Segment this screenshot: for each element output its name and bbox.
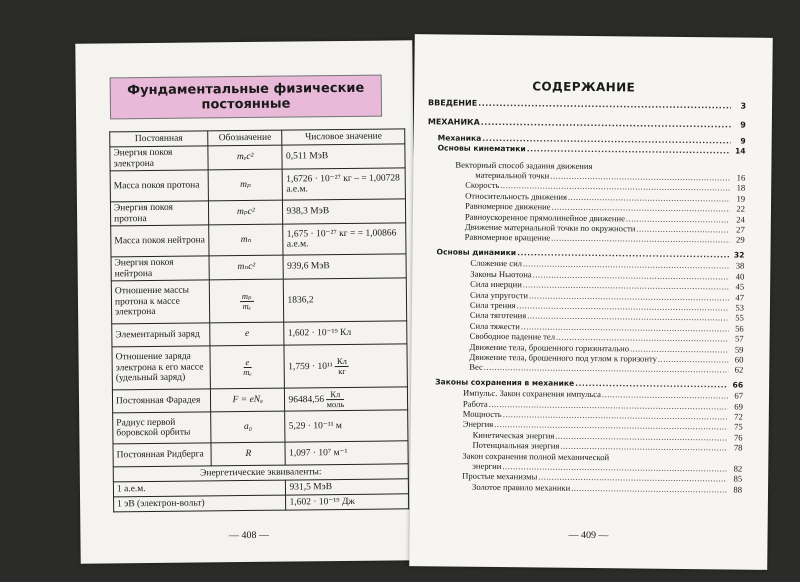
constant-value: 938,3 МэВ (283, 199, 406, 224)
constant-symbol: e (210, 322, 285, 346)
toc-entry-label: Мощность (462, 408, 502, 420)
toc-entry-label: Вес (469, 362, 483, 373)
toc-entry-label: Закон сохранения полной механической (462, 450, 610, 462)
toc-entry-label: Сложение сил (470, 258, 523, 269)
toc-entry-page: 47 (735, 292, 745, 303)
toc-entry (424, 481, 742, 495)
constant-value: 1,675 · 10⁻²⁷ кг = = 1,00866 а.е.м. (283, 223, 406, 255)
toc-entry-label: Кинетическая энергия (472, 429, 555, 441)
toc-entry-label: Движение тела, брошенного под углом к горизонту (469, 351, 657, 364)
toc-entry-page: 45 (735, 281, 745, 292)
constant-symbol: a₀ (211, 411, 286, 443)
fraction-numerator: mₚ (240, 291, 254, 301)
equivalent-name: 1 а.е.м. (113, 480, 286, 497)
symbol-fraction (243, 357, 252, 376)
constant-name: Энергия покоя нейтрона (111, 256, 209, 281)
toc-entry-page: 22 (736, 203, 746, 214)
toc-entry-page: 40 (735, 271, 745, 282)
toc-entry-label: Относительность движения (465, 190, 567, 202)
toc-entry-label: Равноускоренное прямолинейное движение (464, 211, 625, 224)
toc-entry-page: 66 (732, 380, 744, 390)
table-row (114, 494, 409, 512)
right-page (409, 34, 773, 570)
toc-entry-page: 72 (734, 411, 743, 422)
toc-entry-page: 24 (736, 214, 745, 225)
toc-entry-page: 57 (734, 333, 744, 344)
table-of-contents (424, 98, 746, 495)
toc-entry-label: Движение материальной точки по окружности (464, 221, 636, 234)
table-row (110, 144, 405, 171)
constant-name: Энергия покоя электрона (110, 146, 208, 171)
toc-entry-label: Законы Ньютона (470, 268, 532, 280)
toc-entry-label: Векторный способ задания движения (455, 159, 593, 171)
constant-symbol (209, 279, 284, 323)
value-number: 96484,56 (288, 394, 325, 405)
equivalent-name: 1 эВ (электрон-вольт) (114, 495, 287, 512)
toc-entry-label: Работа (462, 398, 488, 409)
toc-leader-dots (571, 483, 727, 495)
toc-entry-label: Золотое правило механики (472, 481, 571, 493)
left-page (75, 40, 417, 564)
constant-value: 1836,2 (284, 278, 407, 322)
unit-fraction (335, 356, 349, 375)
unit-fraction (326, 389, 344, 408)
constant-name: Энергия покоя протона (110, 201, 208, 226)
toc-entry-label: Сила упругости (470, 289, 529, 300)
toc-entry-page: 32 (733, 250, 745, 260)
toc-entry-label: Механика (437, 133, 482, 143)
toc-entry-page: 69 (734, 401, 743, 412)
constant-symbol: mₑc² (208, 145, 283, 170)
page-number: — 408 — (228, 529, 270, 542)
toc-entry-page: 3 (740, 101, 747, 111)
toc-title: СОДЕРЖАНИЕ (532, 79, 636, 95)
toc-entry-label: Основы динамики (436, 247, 517, 258)
toc-leader-dots (551, 233, 730, 245)
constant-value: 1,097 · 10⁷ м⁻¹ (285, 441, 408, 465)
toc-entry-page: 14 (734, 146, 746, 156)
constant-name: Масса покоя нейтрона (111, 225, 209, 257)
toc-entry-label: Сила трения (469, 299, 516, 311)
toc-entry-label: ВВЕДЕНИЕ (428, 98, 478, 108)
constants-table (109, 128, 409, 512)
toc-entry-page: 59 (734, 344, 744, 355)
page-number: — 409 — (568, 529, 609, 542)
toc-entry-label: Скорость (465, 180, 500, 191)
fraction-denominator: mₑ (242, 300, 251, 311)
constant-symbol: mₚ (208, 169, 283, 201)
toc-entry-label: энергии (472, 460, 502, 472)
column-header: Обозначение (208, 130, 283, 146)
toc-entry-page: 53 (735, 302, 745, 313)
toc-entry-page: 18 (736, 182, 746, 194)
value-number: 1,759 · 10¹¹ (288, 361, 333, 372)
page-title: Фундаментальные физические постоянные (110, 75, 382, 120)
toc-entry-page: 9 (740, 120, 746, 131)
toc-entry-label: Потенциальная энергия (472, 439, 560, 451)
unit-denominator: кг (338, 365, 346, 376)
table-row (112, 387, 407, 413)
toc-entry-page: 62 (734, 364, 744, 375)
toc-entry-label: Равномерное вращение (464, 232, 551, 244)
constant-symbol: mₚc² (208, 200, 283, 225)
toc-leader-dots (658, 354, 729, 365)
constant-value (284, 344, 407, 388)
table-row (112, 321, 407, 347)
table-row (112, 344, 407, 390)
toc-entry-label: Свободное падение тел (469, 330, 556, 342)
toc-entry-page: 76 (733, 432, 743, 443)
toc-entry-label: Энергия (462, 419, 494, 430)
constant-name: Постоянная Ридберга (113, 443, 211, 467)
toc-entry-label: Сила тяготения (469, 310, 527, 321)
constant-value: 5,29 · 10⁻¹¹ м (285, 410, 408, 442)
constant-symbol: F = eNₐ (210, 388, 285, 412)
constant-value: 1,602 · 10⁻¹⁹ Кл (284, 321, 407, 345)
toc-entry-label: материальной точки (475, 169, 550, 181)
unit-numerator: Кл (335, 356, 349, 366)
toc-entry-page: 78 (733, 442, 743, 453)
toc-entry-page: 29 (736, 234, 745, 246)
constant-name: Элементарный заряд (112, 323, 210, 347)
constant-symbol: R (211, 442, 286, 466)
fraction-numerator: e (243, 357, 251, 367)
toc-entry-page: 75 (734, 421, 743, 432)
equivalent-value: 1,602 · 10⁻¹⁹ Дж (286, 494, 409, 510)
toc-entry-page: 19 (736, 193, 746, 204)
table-row (113, 441, 408, 467)
table-row (113, 410, 408, 444)
unit-numerator: Кл (326, 389, 344, 399)
constant-name: Отношение массы протона к массе электрона (111, 280, 209, 324)
toc-entry-page: 27 (736, 224, 745, 235)
constant-name: Постоянная Фарадея (112, 389, 210, 413)
toc-entry-label: Движение тела, брошенного горизонтально (469, 341, 630, 353)
toc-entry-page: 9 (740, 136, 746, 146)
toc-entry-label: Законы сохранения в механике (435, 377, 575, 388)
toc-entry-label: Простые механизмы (462, 471, 538, 482)
toc-entry-label: Сила инерции (470, 278, 522, 290)
constant-value: 939,6 МэВ (283, 254, 406, 279)
equivalent-value: 931,5 МэВ (286, 479, 409, 495)
toc-entry-label: Основы кинематики (437, 143, 526, 154)
toc-entry-page: 88 (733, 484, 743, 495)
symbol-fraction (240, 291, 254, 310)
toc-entry-label: Импульс. Закон сохранения импульса (462, 387, 601, 400)
constant-symbol: mₙ (209, 224, 284, 256)
column-header: Числовое значение (282, 129, 405, 145)
constant-value: 0,511 МэВ (282, 144, 405, 169)
unit-denominator: моль (326, 398, 345, 409)
table-row (111, 223, 406, 257)
table-row (111, 278, 406, 324)
constant-name: Радиус первой боровской орбиты (113, 412, 211, 444)
constant-symbol: mₙc² (209, 255, 284, 280)
toc-entry-page: 85 (733, 473, 743, 484)
toc-entry-page: 16 (736, 172, 746, 183)
constant-value: 1,6726 · 10⁻²⁷ кг – = 1,00728 а.е.м. (283, 168, 406, 200)
constant-value (285, 387, 408, 411)
toc-entry-page: 60 (734, 354, 744, 365)
toc-entry-page: 55 (735, 312, 744, 323)
toc-entry-label: Равномерное движение (464, 200, 551, 212)
constant-symbol (210, 345, 285, 389)
toc-entry-page: 82 (733, 463, 743, 474)
toc-entry-page: 56 (735, 323, 744, 334)
table-row (110, 199, 405, 226)
column-header: Постоянная (110, 131, 208, 147)
toc-entry-label: МЕХАНИКА (427, 117, 480, 128)
equivalents-title: Энергетические эквиваленты: (113, 464, 408, 482)
fraction-denominator: mₑ (243, 366, 252, 377)
table-row (111, 254, 406, 281)
constant-name: Отношение заряда электрона к его массе (удельный заряд) (112, 346, 210, 390)
toc-entry-label: Сила тяжести (469, 320, 521, 331)
table-row (110, 168, 405, 202)
constant-name: Масса покоя протона (110, 170, 208, 202)
toc-leader-dots (527, 145, 731, 158)
toc-entry-page: 67 (734, 390, 744, 401)
toc-entry-page: 38 (735, 260, 745, 271)
